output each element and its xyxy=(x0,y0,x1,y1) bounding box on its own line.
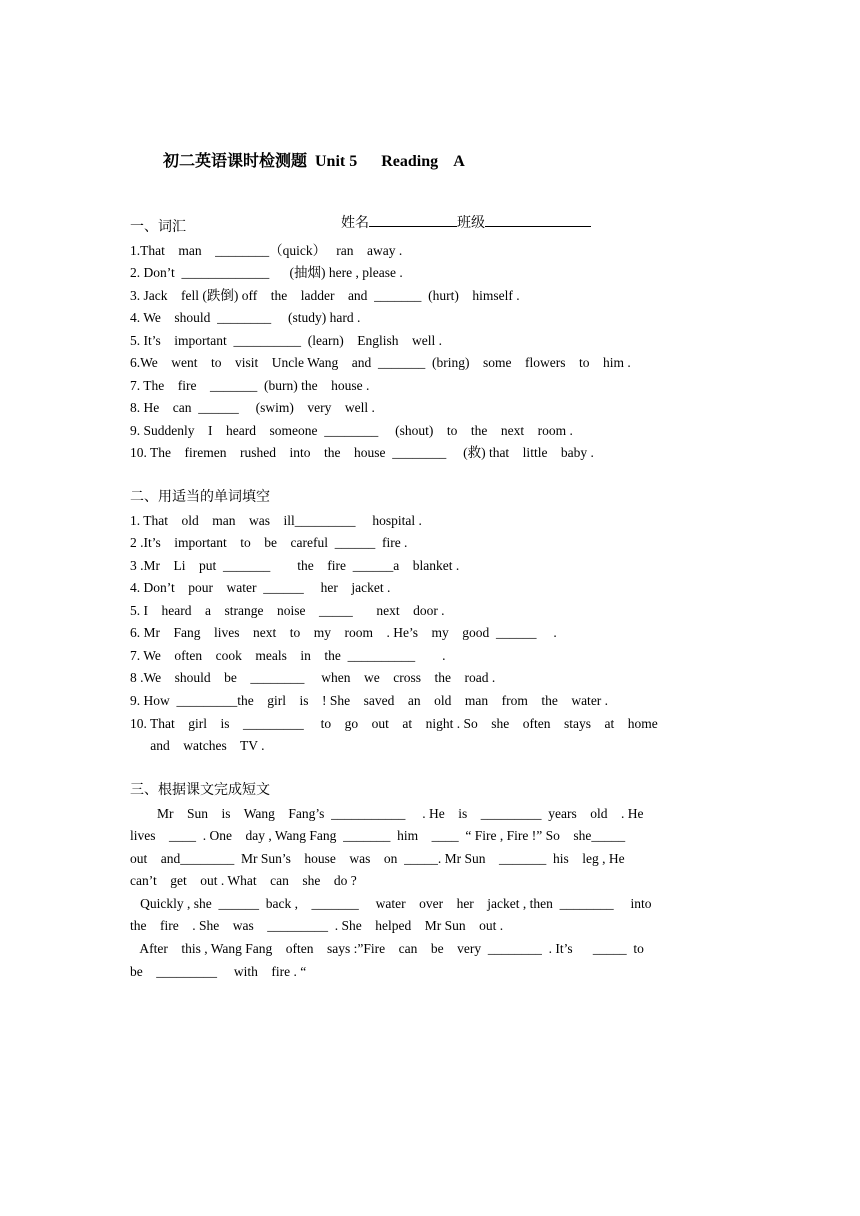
section2-line: 2 .It’s important to be careful ______ fire . xyxy=(130,535,408,550)
passage-line: Mr Sun is Wang Fang’s ___________ . He is _________ years old . He xyxy=(130,806,644,821)
section2-line: 5. I heard a strange noise _____ next door . xyxy=(130,603,445,618)
section2-line: 7. We often cook meals in the __________ . xyxy=(130,648,446,663)
section2-line: 1. That old man was ill_________ hospital . xyxy=(130,513,422,528)
name-label: 姓名 xyxy=(341,216,369,231)
passage-line: the fire . She was _________ . She helped Mr Sun out . xyxy=(130,918,504,933)
section2-line: 8 .We should be ________ when we cross the road . xyxy=(130,670,496,685)
passage-line: be _________ with fire . “ xyxy=(130,964,307,979)
section1-heading: 一、词汇 xyxy=(130,220,186,235)
passage-line: Quickly , she ______ back , _______ water over her jacket , then ________ into xyxy=(130,896,652,911)
section2-line: 10. That girl is _________ to go out at night . So she often stays at home xyxy=(130,716,658,731)
section1-line: 9. Suddenly I heard someone ________ (shout) to the next room . xyxy=(130,423,573,438)
class-label: 班级 xyxy=(457,216,485,231)
page-title: 初二英语课时检测题 Unit 5 Reading A xyxy=(163,153,465,170)
section1-line: 7. The fire _______ (burn) the house . xyxy=(130,378,370,393)
section1-line: 1.That man ________（quick） ran away . xyxy=(130,243,403,258)
section1-line: 3. Jack fell (跌倒) off the ladder and _______ (hurt) himself . xyxy=(130,288,520,303)
section1-line: 6.We went to visit Uncle Wang and _______ (bring) some flowers to him . xyxy=(130,355,631,370)
passage-line: can’t get out . What can she do ? xyxy=(130,873,357,888)
section2-line: and watches TV . xyxy=(130,738,265,753)
passage-line: lives ____ . One day , Wang Fang _______ him ____ “ Fire , Fire !” So she_____ xyxy=(130,828,626,843)
section2-line: 3 .Mr Li put _______ the fire ______a blanket . xyxy=(130,558,460,573)
name-blank[interactable] xyxy=(369,213,457,227)
section2-line: 9. How _________the girl is ! She saved an old man from the water . xyxy=(130,693,609,708)
section1-line: 2. Don’t _____________ (抽烟) here , please . xyxy=(130,265,403,280)
section1-line: 8. He can ______ (swim) very well . xyxy=(130,400,375,415)
passage-line: out and________ Mr Sun’s house was on _____. Mr Sun _______ his leg , He xyxy=(130,851,625,866)
section1-line: 4. We should ________ (study) hard . xyxy=(130,310,361,325)
section3-heading: 三、根据课文完成短文 xyxy=(130,783,270,798)
section1-line: 5. It’s important __________ (learn) English well . xyxy=(130,333,442,348)
section2-line: 6. Mr Fang lives next to my room . He’s my good ______ . xyxy=(130,625,557,640)
section1-line: 10. The firemen rushed into the house ________ (救) that little baby . xyxy=(130,445,594,460)
passage-line: After this , Wang Fang often says :”Fire can be very ________ . It’s _____ to xyxy=(130,941,644,956)
class-blank[interactable] xyxy=(485,213,591,227)
section2-line: 4. Don’t pour water ______ her jacket . xyxy=(130,580,391,595)
section2-heading: 二、用适当的单词填空 xyxy=(130,490,270,505)
